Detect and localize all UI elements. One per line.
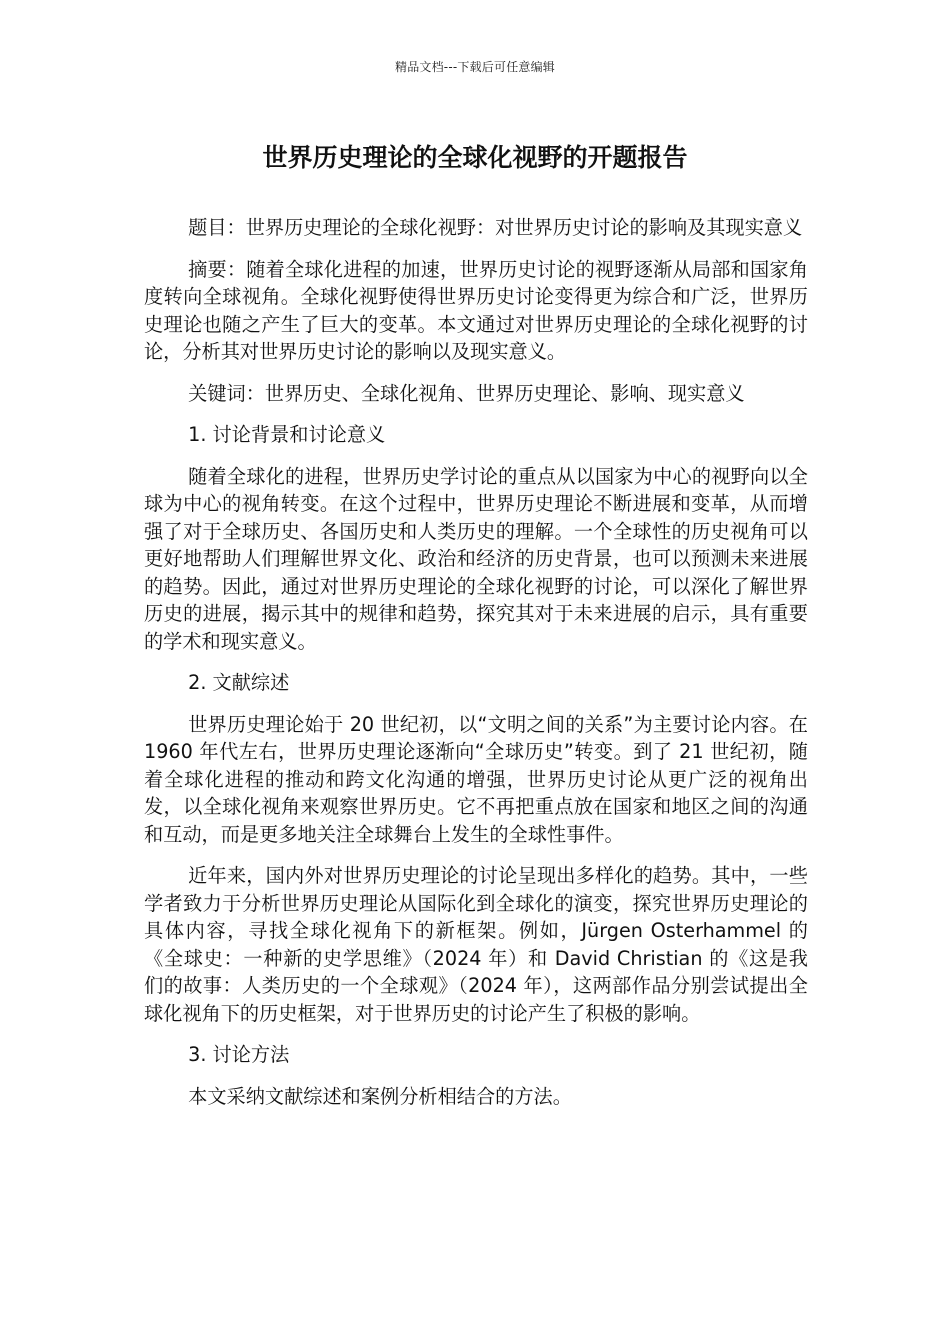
literature-paragraph-2: 近年来，国内外对世界历史理论的讨论呈现出多样化的趋势。其中，一些学者致力于分析世界历史理论从国际化到全球化的演变，探究世界历史理论的具体内容，寻找全球化视角下的新框架。例如，Jürgen Osterhammel 的《全球史：一种新的史学思维》（2024 年）和 David Christian 的《这是我们的故事：人类历史的一个全球观》（2024 年），这两部作品分别尝试提出全球化视角下的历史框架，对于世界历史的讨论产生了积极的影响。 <box>144 864 808 1025</box>
topic-paragraph: 题目：世界历史理论的全球化视野：对世界历史讨论的影响及其现实意义 <box>188 216 803 239</box>
method-paragraph: 本文采纳文献综述和案例分析相结合的方法。 <box>188 1084 572 1108</box>
document-body <box>144 214 808 1124</box>
abstract-paragraph: 摘要：随着全球化进程的加速，世界历史讨论的视野逐渐从局部和国家角度转向全球视角。全球化视野使得世界历史讨论变得更为综合和广泛，世界历史理论也随之产生了巨大的变革。本文通过对世界历史理论的全球化视野的讨论，分析其对世界历史讨论的影响以及现实意义。 <box>144 257 808 363</box>
keywords-paragraph: 关键词：世界历史、全球化视角、世界历史理论、影响、现实意义 <box>188 381 745 405</box>
page-header-note: 精品文档---下载后可任意编辑 <box>395 60 555 74</box>
background-paragraph: 随着全球化的进程，世界历史学讨论的重点从以国家为中心的视野向以全球为中心的视角转变。在这个过程中，世界历史理论不断进展和变革，从而增强了对于全球历史、各国历史和人类历史的理解。一个全球性的历史视角可以更好地帮助人们理解世界文化、政治和经济的历史背景，也可以预测未来进展的趋势。因此，通过对世界历史理论的全球化视野的讨论，可以深化了解世界历史的进展，揭示其中的规律和趋势，探究其对于未来进展的启示，具有重要的学术和现实意义。 <box>144 464 808 653</box>
literature-paragraph-1: 世界历史理论始于 20 世纪初，以“文明之间的关系”为主要讨论内容。在 1960 年代左右，世界历史理论逐渐向“全球历史”转变。到了 21 世纪初，随着全球化进程的推动和跨文化沟通的增强，世界历史讨论从更广泛的视角出发，以全球化视角来观察世界历史。它不再把重点放在国家和地区之间的沟通和互动，而是更多地关注全球舞台上发生的全球性事件。 <box>144 712 808 846</box>
section-heading-literature: 2. 文献综述 <box>188 671 290 694</box>
document-title: 世界历史理论的全球化视野的开题报告 <box>262 143 688 172</box>
section-heading-background: 1. 讨论背景和讨论意义 <box>188 423 386 446</box>
section-heading-method: 3. 讨论方法 <box>188 1043 290 1066</box>
